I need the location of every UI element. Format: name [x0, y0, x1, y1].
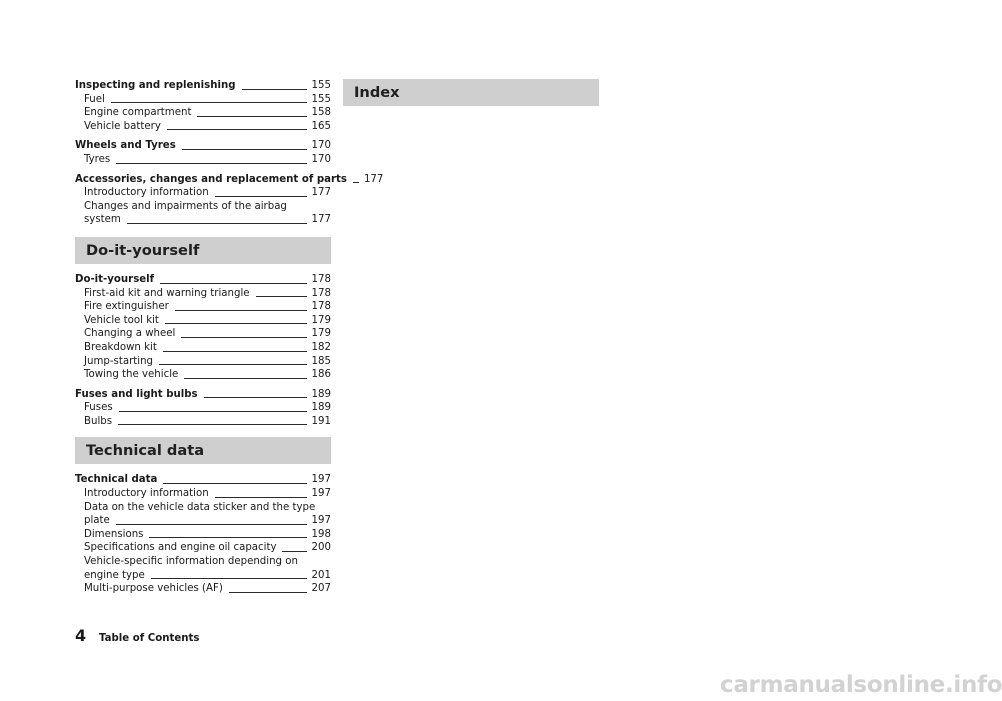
toc-label: system	[84, 214, 121, 226]
toc-leader	[116, 524, 307, 525]
toc-entry[interactable]	[75, 186, 331, 200]
toc-page-number: 197	[311, 488, 331, 500]
toc-page-number: 201	[311, 569, 331, 581]
toc-leader	[204, 397, 307, 398]
toc-entry-main[interactable]	[75, 173, 384, 187]
toc-leader	[175, 310, 307, 311]
toc-leader	[159, 364, 307, 365]
toc-entry[interactable]	[75, 287, 331, 301]
toc-entry-line1[interactable]: Data on the vehicle data sticker and the type	[84, 501, 316, 513]
toc-leader	[181, 337, 306, 338]
section-header-technical-data: Technical data	[75, 437, 331, 464]
toc-leader	[229, 592, 307, 593]
toc-entry[interactable]	[75, 106, 331, 120]
toc-entry[interactable]	[75, 213, 331, 227]
toc-leader	[163, 483, 306, 484]
toc-label: First-aid kit and warning triangle	[84, 287, 250, 299]
toc-entry[interactable]	[75, 541, 331, 555]
toc-entry[interactable]	[75, 514, 331, 528]
section-header-index: Index	[343, 79, 599, 106]
toc-page-number: 179	[311, 328, 331, 340]
toc-leader	[151, 578, 307, 579]
toc-leader	[282, 551, 306, 552]
toc-page-number: 178	[311, 287, 331, 299]
toc-leader	[111, 102, 307, 103]
toc-leader	[167, 129, 307, 130]
toc-label: Breakdown kit	[84, 341, 157, 353]
toc-label: Vehicle tool kit	[84, 314, 159, 326]
toc-leader	[165, 323, 307, 324]
toc-label: Bulbs	[84, 415, 113, 427]
toc-page-number: 207	[311, 583, 331, 595]
toc-leader	[149, 537, 306, 538]
toc-label: Fuses	[84, 402, 113, 414]
toc-group-accessories	[75, 173, 384, 227]
toc-entry[interactable]	[75, 569, 331, 583]
toc-label: Wheels and Tyres	[75, 140, 176, 152]
toc-label: Dimensions	[84, 528, 144, 540]
section-header-do-it-yourself: Do-it-yourself	[75, 237, 331, 264]
toc-label: Fuses and light bulbs	[75, 388, 198, 400]
toc-label: Fuel	[84, 93, 105, 105]
footer-label: Table of Contents	[99, 633, 200, 644]
toc-page-number: 197	[311, 474, 331, 486]
toc-page-number: 200	[311, 542, 331, 554]
toc-label: Changing a wheel	[84, 328, 176, 340]
toc-page-number: 170	[311, 153, 331, 165]
toc-label: Tyres	[84, 153, 111, 165]
toc-group-inspecting	[75, 79, 331, 133]
toc-leader	[116, 163, 306, 164]
toc-entry[interactable]	[75, 487, 331, 501]
toc-label: Introductory information	[84, 187, 209, 199]
toc-entry[interactable]	[75, 341, 331, 355]
toc-entry[interactable]	[75, 415, 331, 429]
toc-page-number: 185	[311, 355, 331, 367]
toc-label: Engine compartment	[84, 107, 192, 119]
toc-leader	[197, 116, 306, 117]
toc-entry-main[interactable]	[75, 139, 331, 153]
toc-page-number: 197	[311, 515, 331, 527]
toc-label: Accessories, changes and replacement of parts	[75, 173, 347, 185]
toc-entry[interactable]	[75, 93, 331, 107]
toc-label: Towing the vehicle	[84, 369, 179, 381]
toc-page-number: 177	[363, 173, 384, 185]
toc-page-number: 155	[311, 80, 331, 91]
toc-label: Specifications and engine oil capacity	[84, 542, 277, 554]
toc-entry-line1[interactable]: Changes and impairments of the airbag	[84, 200, 287, 212]
toc-entry[interactable]	[75, 355, 331, 369]
toc-entry[interactable]	[75, 401, 331, 415]
page-number: 4	[75, 626, 87, 645]
toc-label: Jump-starting	[84, 355, 154, 367]
toc-label: Multi-purpose vehicles (AF)	[84, 583, 223, 595]
toc-leader	[160, 283, 306, 284]
toc-page-number: 178	[311, 273, 331, 285]
toc-page-number: 155	[311, 93, 331, 105]
toc-label: plate	[84, 515, 110, 527]
page-footer	[75, 626, 199, 645]
toc-entry-line1[interactable]: Vehicle-specific information depending on	[84, 556, 298, 568]
toc-label: Inspecting and replenishing	[75, 80, 236, 91]
toc-group-wheels	[75, 139, 331, 166]
toc-entry[interactable]	[75, 300, 331, 314]
toc-label: Vehicle battery	[84, 120, 161, 132]
toc-entry-main[interactable]	[75, 79, 331, 93]
toc-leader	[127, 223, 307, 224]
toc-leader	[215, 196, 307, 197]
toc-entry-main[interactable]	[75, 473, 331, 487]
toc-page-number: 177	[311, 187, 331, 199]
toc-label: Introductory information	[84, 488, 209, 500]
toc-entry-main[interactable]	[75, 273, 331, 287]
toc-leader	[215, 497, 307, 498]
toc-label: Fire extinguisher	[84, 301, 169, 313]
toc-entry[interactable]	[75, 368, 331, 382]
toc-entry[interactable]	[75, 153, 331, 167]
toc-leader	[163, 351, 307, 352]
toc-group-technical-data	[75, 473, 331, 595]
toc-leader	[256, 296, 307, 297]
toc-group-fuses	[75, 388, 331, 429]
toc-group-do-it-yourself	[75, 273, 331, 382]
toc-leader	[119, 411, 307, 412]
toc-label: Do-it-yourself	[75, 273, 155, 285]
toc-entry[interactable]	[75, 327, 331, 341]
toc-entry-main[interactable]	[75, 388, 331, 402]
toc-leader	[182, 149, 307, 150]
toc-page-number: 178	[311, 301, 331, 313]
toc-page-number: 179	[311, 314, 331, 326]
toc-leader	[242, 89, 307, 90]
toc-leader	[118, 424, 306, 425]
toc-entry[interactable]	[75, 528, 331, 542]
toc-leader	[184, 378, 306, 379]
toc-page-number: 182	[311, 341, 331, 353]
toc-page-number: 191	[311, 415, 331, 427]
toc-page-number: 189	[311, 402, 331, 414]
toc-page-number: 189	[311, 388, 331, 400]
toc-page-number: 170	[311, 140, 331, 152]
toc-page-number: 158	[311, 107, 331, 119]
toc-page-number: 165	[311, 120, 331, 132]
toc-label: Technical data	[75, 474, 158, 486]
toc-entry[interactable]	[75, 582, 331, 596]
toc-page-number: 177	[311, 214, 331, 226]
toc-label: engine type	[84, 569, 145, 581]
toc-page-number: 186	[311, 369, 331, 381]
toc-entry[interactable]	[75, 120, 331, 134]
toc-entry[interactable]	[75, 314, 331, 328]
watermark: carmanualsonline.info	[720, 672, 1002, 698]
toc-page-number: 198	[311, 528, 331, 540]
